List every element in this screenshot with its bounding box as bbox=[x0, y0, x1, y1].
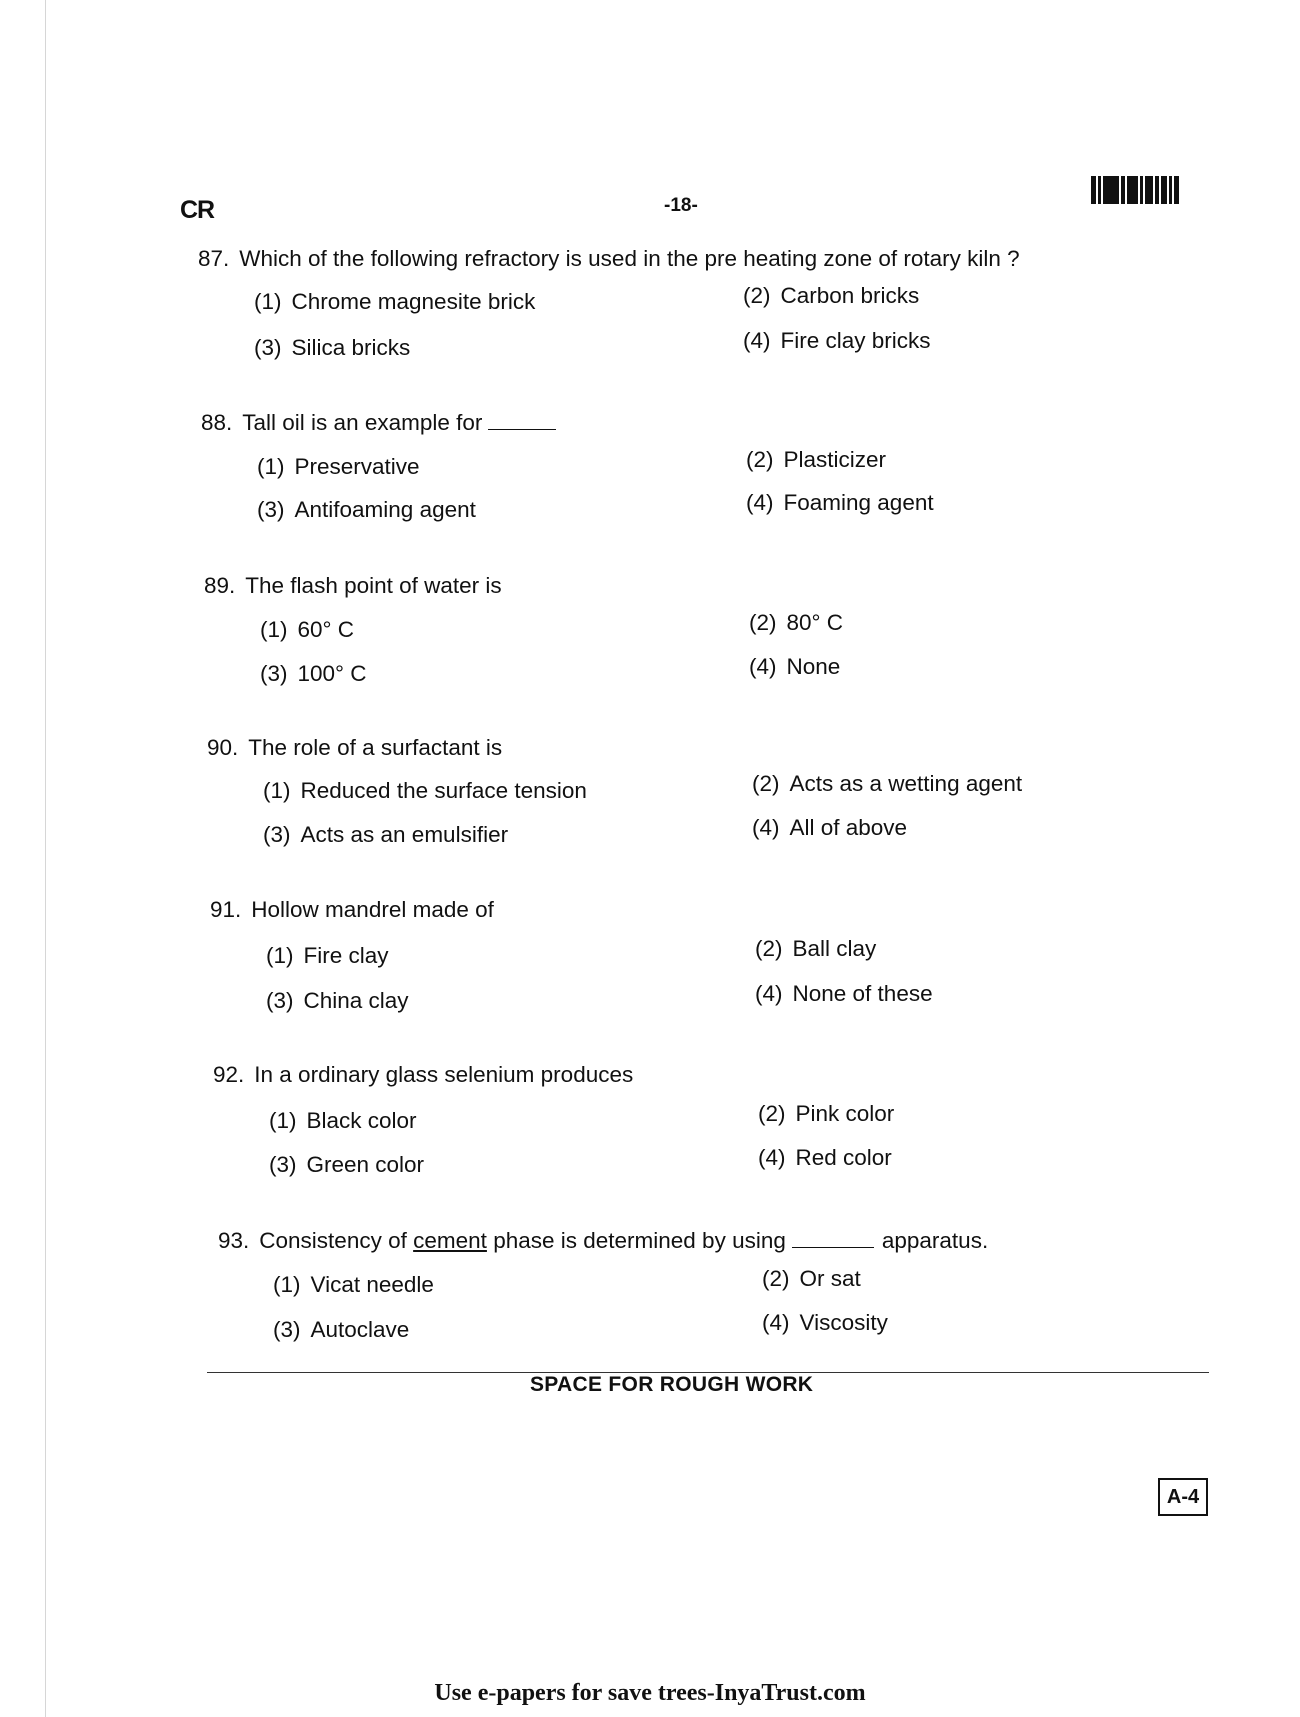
option-number: (4) bbox=[746, 490, 774, 515]
option-2 bbox=[743, 283, 919, 309]
question-stem bbox=[210, 897, 494, 923]
option-3 bbox=[269, 1152, 424, 1178]
option-text: 80° C bbox=[786, 610, 844, 635]
option-text: Autoclave bbox=[310, 1317, 410, 1342]
question-number: 93. bbox=[218, 1228, 250, 1253]
question-stem bbox=[198, 246, 1020, 272]
option-text: Foaming agent bbox=[783, 490, 934, 515]
question-number: 87. bbox=[198, 246, 230, 271]
option-1 bbox=[266, 943, 389, 969]
option-number: (4) bbox=[743, 328, 771, 353]
option-4 bbox=[755, 981, 933, 1007]
option-text: Pink color bbox=[795, 1101, 895, 1126]
option-text: Vicat needle bbox=[310, 1272, 434, 1297]
answer-blank bbox=[488, 411, 556, 430]
subject-code: CR bbox=[180, 196, 215, 224]
question-stem bbox=[218, 1228, 988, 1254]
option-2 bbox=[758, 1101, 894, 1127]
option-4 bbox=[743, 328, 931, 354]
question-stem bbox=[207, 735, 502, 761]
option-text: Ball clay bbox=[792, 936, 877, 961]
page-number: -18- bbox=[664, 195, 698, 216]
option-number: (1) bbox=[257, 454, 285, 479]
question-stem bbox=[204, 573, 502, 599]
option-text: Red color bbox=[795, 1145, 892, 1170]
option-text: All of above bbox=[789, 815, 908, 840]
question-text: phase is determined by using bbox=[493, 1228, 786, 1253]
option-text: Black color bbox=[306, 1108, 417, 1133]
question-text: apparatus. bbox=[881, 1228, 989, 1253]
option-number: (3) bbox=[263, 822, 291, 847]
option-text: Or sat bbox=[799, 1266, 861, 1291]
question-number: 89. bbox=[204, 573, 236, 598]
option-text: Reduced the surface tension bbox=[300, 778, 587, 803]
option-number: (2) bbox=[752, 771, 780, 796]
option-text: Chrome magnesite brick bbox=[291, 289, 536, 314]
option-3 bbox=[266, 988, 409, 1014]
option-number: (4) bbox=[752, 815, 780, 840]
barcode-icon bbox=[1091, 176, 1183, 204]
question-number: 92. bbox=[213, 1062, 245, 1087]
option-number: (3) bbox=[266, 988, 294, 1013]
option-number: (2) bbox=[746, 447, 774, 472]
option-text: Silica bricks bbox=[291, 335, 411, 360]
question-text: The role of a surfactant is bbox=[248, 735, 503, 760]
set-code-box: A-4 bbox=[1158, 1478, 1208, 1516]
option-4 bbox=[746, 490, 934, 516]
option-number: (4) bbox=[755, 981, 783, 1006]
rough-work-label: SPACE FOR ROUGH WORK bbox=[530, 1373, 814, 1396]
scan-edge-line bbox=[45, 0, 46, 1717]
option-number: (3) bbox=[254, 335, 282, 360]
option-4 bbox=[752, 815, 907, 841]
question-number: 88. bbox=[201, 410, 233, 435]
option-number: (2) bbox=[743, 283, 771, 308]
option-4 bbox=[758, 1145, 892, 1171]
option-3 bbox=[273, 1317, 409, 1343]
option-number: (3) bbox=[269, 1152, 297, 1177]
option-text: China clay bbox=[303, 988, 409, 1013]
option-text: Preservative bbox=[294, 454, 420, 479]
option-2 bbox=[762, 1266, 861, 1292]
option-text: Acts as an emulsifier bbox=[300, 822, 509, 847]
option-2 bbox=[752, 771, 1022, 797]
answer-blank bbox=[792, 1229, 874, 1248]
option-text: Green color bbox=[306, 1152, 425, 1177]
option-1 bbox=[269, 1108, 417, 1134]
footer-watermark: Use e-papers for save trees-InyaTrust.com bbox=[434, 1680, 866, 1706]
question-text: In a ordinary glass selenium produces bbox=[254, 1062, 634, 1087]
option-1 bbox=[263, 778, 587, 804]
option-3 bbox=[263, 822, 508, 848]
option-number: (2) bbox=[758, 1101, 786, 1126]
option-number: (3) bbox=[257, 497, 285, 522]
question-stem bbox=[213, 1062, 633, 1088]
option-number: (4) bbox=[758, 1145, 786, 1170]
option-number: (1) bbox=[263, 778, 291, 803]
option-number: (2) bbox=[755, 936, 783, 961]
option-number: (1) bbox=[260, 617, 288, 642]
option-4 bbox=[749, 654, 840, 680]
option-1 bbox=[273, 1272, 434, 1298]
option-text: Fire clay bbox=[303, 943, 389, 968]
question-text: Consistency of bbox=[259, 1228, 407, 1253]
option-number: (3) bbox=[260, 661, 288, 686]
option-number: (1) bbox=[273, 1272, 301, 1297]
option-4 bbox=[762, 1310, 888, 1336]
question-text: The flash point of water is bbox=[245, 573, 502, 598]
option-text: Viscosity bbox=[799, 1310, 888, 1335]
underlined-word: cement bbox=[413, 1228, 487, 1253]
option-text: 60° C bbox=[297, 617, 355, 642]
option-number: (2) bbox=[749, 610, 777, 635]
option-2 bbox=[749, 610, 843, 636]
option-text: Fire clay bricks bbox=[780, 328, 931, 353]
option-text: Carbon bricks bbox=[780, 283, 920, 308]
option-text: Antifoaming agent bbox=[294, 497, 476, 522]
option-text: None bbox=[786, 654, 841, 679]
option-2 bbox=[755, 936, 876, 962]
option-text: None of these bbox=[792, 981, 933, 1006]
option-1 bbox=[254, 289, 535, 315]
option-number: (2) bbox=[762, 1266, 790, 1291]
option-3 bbox=[254, 335, 410, 361]
option-number: (1) bbox=[266, 943, 294, 968]
option-2 bbox=[746, 447, 886, 473]
option-number: (1) bbox=[269, 1108, 297, 1133]
option-text: Acts as a wetting agent bbox=[789, 771, 1023, 796]
option-1 bbox=[257, 454, 420, 480]
question-number: 90. bbox=[207, 735, 239, 760]
option-3 bbox=[260, 661, 367, 687]
option-text: Plasticizer bbox=[783, 447, 887, 472]
option-number: (1) bbox=[254, 289, 282, 314]
question-text: Which of the following refractory is used in the pre heating zone of rotary kiln ? bbox=[239, 246, 1020, 271]
option-number: (4) bbox=[749, 654, 777, 679]
option-3 bbox=[257, 497, 476, 523]
question-text: Hollow mandrel made of bbox=[251, 897, 494, 922]
question-stem bbox=[201, 410, 556, 436]
option-text: 100° C bbox=[297, 661, 367, 686]
question-text: Tall oil is an example for bbox=[242, 410, 483, 435]
question-number: 91. bbox=[210, 897, 242, 922]
option-number: (4) bbox=[762, 1310, 790, 1335]
option-1 bbox=[260, 617, 354, 643]
option-number: (3) bbox=[273, 1317, 301, 1342]
